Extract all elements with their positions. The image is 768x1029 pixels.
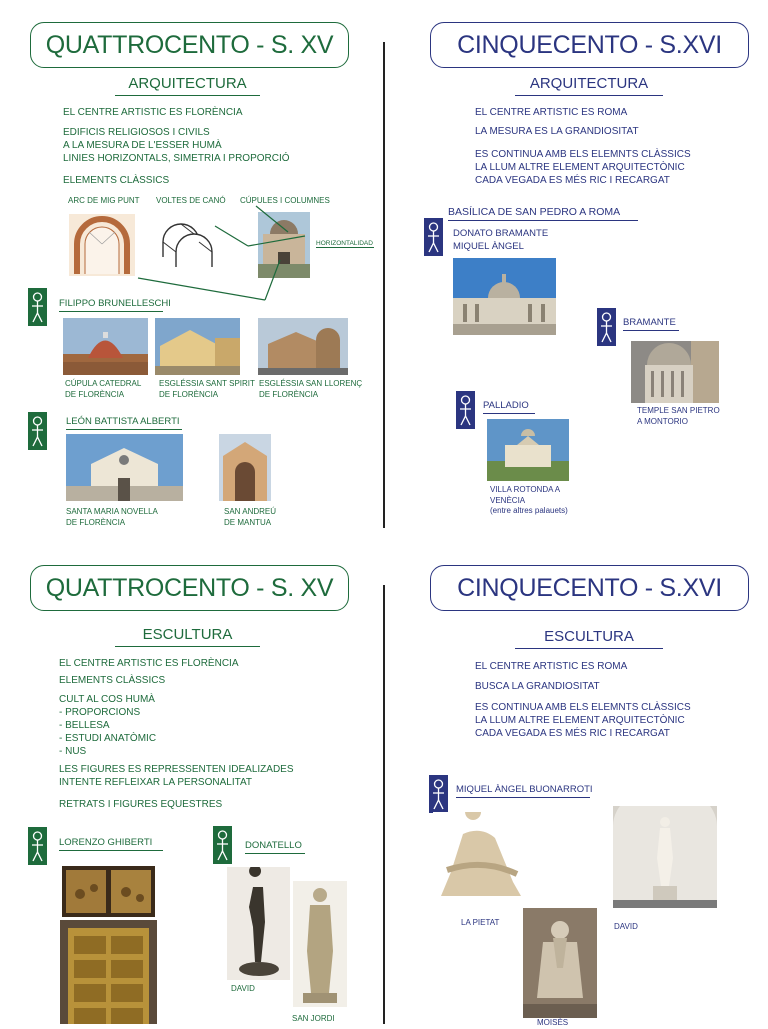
- el-cupula-label: CÚPULES I COLUMNES: [240, 196, 330, 205]
- basilica-label: BASÍLICA DE SAN PEDRO A ROMA: [448, 206, 638, 221]
- basilica-authors: DONATO BRAMANTE MIQUEL ÀNGEL: [453, 228, 549, 252]
- q-sculpt-p1: EL CENTRE ARTISTIC ES FLORÈNCIA: [59, 658, 239, 669]
- photo-ghiberti-door: [60, 920, 157, 1024]
- quattrocento-arch-title: QUATTROCENTO - S. XV: [30, 22, 349, 68]
- artist-miquel-angel: MIQUEL ÀNGEL BUONARROTI: [456, 784, 590, 798]
- cap-san-andreu: SAN ANDREÚ DE MANTUA: [224, 507, 277, 527]
- cinquecento-sculpt-title: CINQUECENTO - S.XVI: [430, 565, 749, 611]
- c-arch-p1: EL CENTRE ARTISTIC ES ROMA: [475, 107, 628, 118]
- person-icon: [597, 308, 616, 346]
- photo-san-pedro: [453, 258, 556, 335]
- c-sculpt-section: ESCULTURA: [515, 628, 663, 649]
- el-volta-label: VOLTES DE CANÓ: [156, 196, 226, 205]
- photo-villa-rotonda: [487, 419, 569, 481]
- cap-david-miquel: DAVID: [614, 922, 638, 931]
- cap-sant-spirit: ESGLÉSSIA SANT SPIRIT DE FLORÈNCIA: [159, 379, 255, 399]
- artist-ghiberti: LORENZO GHIBERTI: [59, 837, 163, 851]
- c-sculpt-p3: ES CONTINUA AMB ELS ELEMNTS CLÀSSICS LA LLUM ALTRE ELEMENT ARQUITECTÒNIC CADA VEGADA ES MÉS RIC I RECARGAT: [475, 702, 691, 739]
- photo-donatello-david: [227, 867, 290, 980]
- q-sculpt-p3: CULT AL COS HUMÀ - PROPORCIONS - BELLESA - ESTUDI ANATÒMIC - NUS: [59, 694, 157, 757]
- photo-temple-san-pietro: [631, 341, 719, 403]
- q-sculpt-section: ESCULTURA: [115, 626, 260, 647]
- horiz-label: HORIZONTALIDAD: [316, 240, 373, 247]
- artist-donatello: DONATELLO: [245, 840, 305, 854]
- q-sculpt-p5: RETRATS I FIGURES EQUESTRES: [59, 799, 223, 810]
- c-arch-p3: ES CONTINUA AMB ELS ELEMNTS CLÀSSICS LA LLUM ALTRE ELEMENT ARQUITECTÒNIC CADA VEGADA ES MÉS RIC I RECARGAT: [475, 149, 691, 186]
- quattrocento-sculpt-title: QUATTROCENTO - S. XV: [30, 565, 349, 611]
- q-arch-p3: ELEMENTS CLÀSSICS: [63, 175, 170, 186]
- artist-brunelleschi: FILIPPO BRUNELLESCHI: [59, 298, 163, 312]
- person-icon: [424, 218, 443, 256]
- photo-san-llorenc: [258, 318, 348, 375]
- artist-palladio: PALLADIO: [483, 400, 535, 414]
- photo-david-miquel: [613, 806, 717, 908]
- artist-alberti: LEÓN BATTISTA ALBERTI: [66, 416, 182, 430]
- photo-cupula-catedral: [63, 318, 148, 375]
- cap-san-llorenc: ESGLÉSSIA SAN LLORENÇ DE FLORÈNCIA: [259, 379, 363, 399]
- cap-david-donatello: DAVID: [231, 984, 255, 993]
- q-arch-p1: EL CENTRE ARTISTIC ES FLORÈNCIA: [63, 107, 243, 118]
- person-icon: [28, 827, 47, 865]
- divider-bottom: [383, 585, 385, 1024]
- cap-temple-san-pietro: TEMPLE SAN PIETRO A MONTORIO: [637, 406, 720, 426]
- cap-santa-maria: SANTA MARIA NOVELLA DE FLORÈNCIA: [66, 507, 158, 527]
- q-sculpt-p4: LES FIGURES ES REPRESSENTEN IDEALIZADES INTENTE REFLEIXAR LA PERSONALITAT: [59, 764, 294, 788]
- artist-bramante: BRAMANTE: [623, 317, 679, 331]
- cap-san-jordi: SAN JORDI: [292, 1014, 335, 1023]
- el-arc-label: ARC DE MIG PUNT: [68, 196, 140, 205]
- person-icon: [28, 412, 47, 450]
- q-sculpt-p2: ELEMENTS CLÀSSICS: [59, 675, 166, 686]
- photo-sant-spirit: [155, 318, 240, 375]
- cap-cupula-catedral: CÚPULA CATEDRAL DE FLORÈNCIA: [65, 379, 142, 399]
- c-sculpt-p1: EL CENTRE ARTISTIC ES ROMA: [475, 661, 628, 672]
- person-icon: [28, 288, 47, 326]
- cap-pieta: LA PIETAT: [461, 918, 500, 927]
- person-icon: [213, 826, 232, 864]
- photo-moises: [523, 908, 597, 1018]
- cinquecento-arch-title: CINQUECENTO - S.XVI: [430, 22, 749, 68]
- q-arch-section: ARQUITECTURA: [115, 75, 260, 96]
- photo-ghiberti-panels: [62, 866, 155, 917]
- person-icon: [456, 391, 475, 429]
- photo-santa-maria-novella: [66, 434, 183, 501]
- connector-lines: [0, 0, 384, 310]
- cap-villa-rotonda: VILLA ROTONDA A VENÈCIA (entre altres palauets): [490, 485, 568, 515]
- photo-san-jordi: [293, 881, 347, 1007]
- photo-san-andreu: [219, 434, 271, 501]
- photo-pieta: [433, 812, 529, 904]
- cap-moises: MOISÈS: [537, 1018, 569, 1027]
- person-icon: [429, 775, 448, 813]
- q-arch-p2: EDIFICIS RELIGIOSOS I CIVILS A LA MESURA DE L'ESSER HUMÀ LINIES HORIZONTALS, SIMETRIA I PROPORCIÓ: [63, 127, 290, 164]
- c-sculpt-p2: BUSCA LA GRANDIOSITAT: [475, 681, 600, 692]
- c-arch-p2: LA MESURA ES LA GRANDIOSITAT: [475, 126, 639, 137]
- c-arch-section: ARQUITECTURA: [515, 75, 663, 96]
